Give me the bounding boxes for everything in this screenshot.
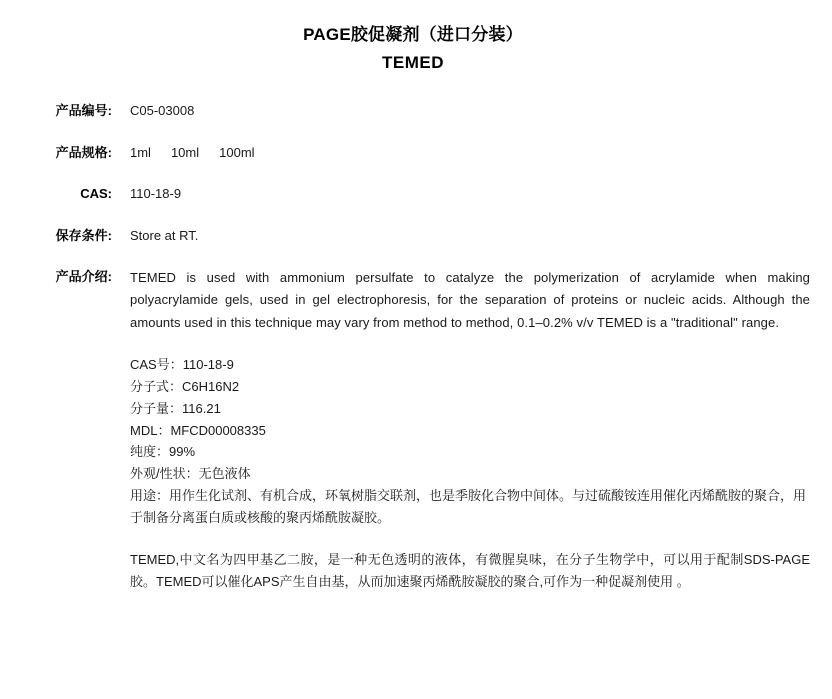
introduction-label: 产品介绍: [55, 269, 112, 284]
property-formula: 分子式：C6H16N2 [130, 378, 240, 394]
field-specification [16, 143, 810, 163]
property-cas: CAS号：110-18-9 [130, 357, 234, 373]
specification-value [112, 143, 810, 163]
property-usage: 用途：用作生化试剂、有机合成，环氧树脂交联剂，也是季胺化合物中间体。与过硫酸铵连用催化丙烯酰胺的聚合，用于制备分离蛋白质或核酸的聚丙烯酰胺凝胶。 [130, 488, 807, 525]
spec-option: 10ml [170, 144, 200, 160]
property-molecular-weight: 分子量：116.21 [130, 400, 221, 416]
field-cas [16, 184, 810, 204]
spec-option: 1ml [130, 144, 151, 160]
property-purity: 纯度：99% [130, 444, 196, 460]
property-appearance: 外观/性状：无色液体 [130, 466, 251, 482]
specification-label: 产品规格: [55, 144, 112, 160]
introduction-body [112, 267, 810, 593]
field-introduction [16, 267, 810, 593]
introduction-properties [130, 354, 810, 529]
title-english: TEMED [382, 52, 444, 72]
field-storage [16, 226, 810, 246]
property-mdl: MDL：MFCD00008335 [130, 422, 266, 438]
spec-option: 100ml [219, 144, 255, 160]
page-title [16, 22, 810, 75]
product-number-value: C05-03008 [130, 103, 195, 118]
title-chinese: PAGE胶促凝剂（进口分装） [303, 25, 523, 44]
cas-label: CAS: [80, 186, 112, 201]
storage-label: 保存条件: [55, 227, 112, 243]
product-number-label: 产品编号: [55, 103, 112, 118]
field-product-number [16, 101, 810, 121]
storage-value: Store at RT. [130, 227, 199, 243]
introduction-paragraph-en: TEMED is used with ammonium persulfate to catalyze the polymerization of acrylamide when making polyacrylamide gels, used in gel electrophoresis, for the separation of proteins or nucleic acids. Although the amounts used in this technique may vary from method to method, 0.1–0.2% v/v TEMED is a "traditional" range. [130, 270, 810, 330]
cas-value: 110-18-9 [130, 186, 182, 201]
introduction-paragraph-cn: TEMED,中文名为四甲基乙二胺，是一种无色透明的液体，有微腥臭味，在分子生物学中，可以用于配制SDS-PAGE胶。TEMED可以催化APS产生自由基，从而加速聚丙烯酰胺凝胶的聚合,可作为一种促凝剂使用 。 [130, 551, 810, 590]
